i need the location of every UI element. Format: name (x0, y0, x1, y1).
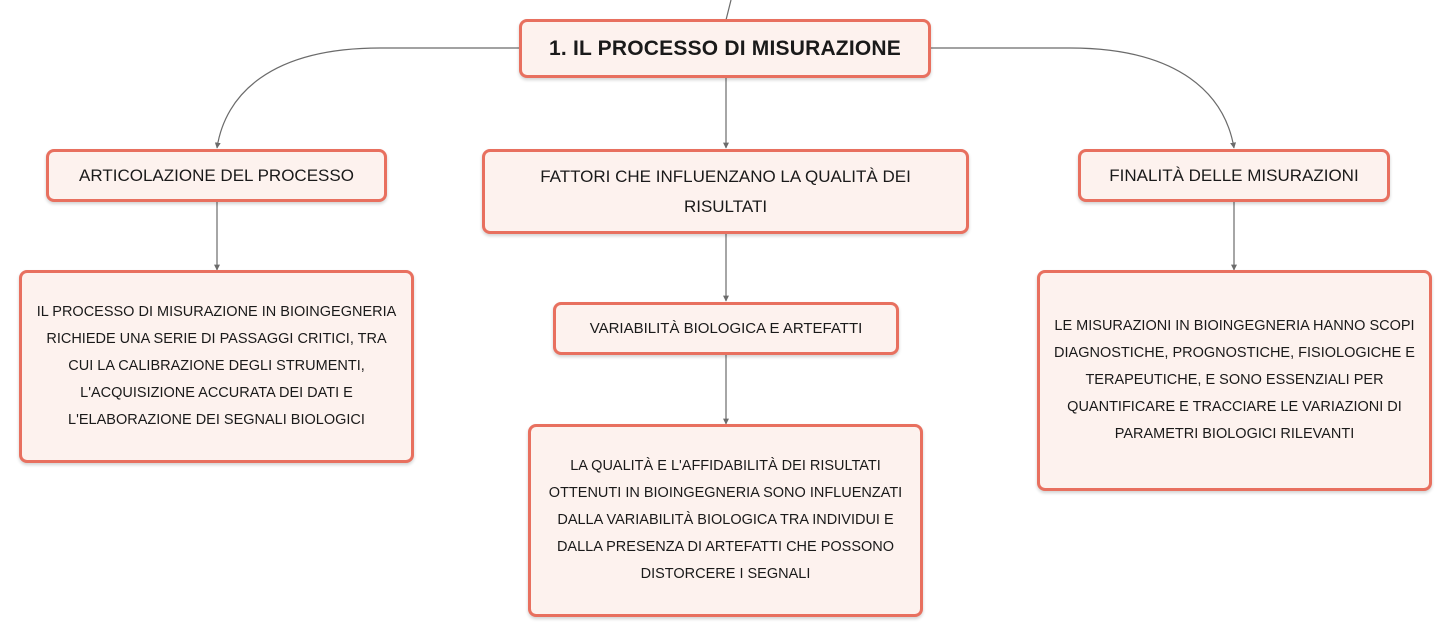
articolazione-detail-text: IL PROCESSO DI MISURAZIONE IN BIOINGEGNERIA RICHIEDE UNA SERIE DI PASSAGGI CRITICI, TRA CUI LA CALIBRAZIONE DEGLI STRUMENTI, L'ACQUISIZIONE ACCURATA DEI DATI E L'ELABORAZIONE DEI SEGNALI BIOLOGICI (36, 304, 397, 428)
root-node[interactable] (519, 19, 931, 78)
branch-finalita-node[interactable] (1078, 149, 1390, 202)
branch-articolazione-node[interactable] (46, 149, 387, 202)
branch-finalita-label: FINALITÀ DELLE MISURAZIONI (1109, 165, 1359, 185)
branch-fattori-node[interactable] (482, 149, 969, 234)
variabilita-detail-node[interactable] (528, 424, 923, 617)
branch-fattori-label: FATTORI CHE INFLUENZANO LA QUALITÀ DEI RISULTATI (540, 166, 911, 216)
connector-root-to-finalita (931, 48, 1234, 148)
connector-root-to-articolazione (217, 48, 519, 148)
branch-articolazione-label: ARTICOLAZIONE DEL PROCESSO (79, 165, 354, 185)
finalita-detail-node[interactable] (1037, 270, 1432, 491)
variabilita-label: VARIABILITÀ BIOLOGICA E ARTEFATTI (589, 320, 863, 337)
articolazione-detail-node[interactable] (19, 270, 414, 463)
root-node-label: 1. IL PROCESSO DI MISURAZIONE (549, 36, 901, 60)
variabilita-node[interactable] (553, 302, 899, 355)
variabilita-detail-text: LA QUALITÀ E L'AFFIDABILITÀ DEI RISULTATI OTTENUTI IN BIOINGEGNERIA SONO INFLUENZATI DALLA VARIABILITÀ BIOLOGICA TRA INDIVIDUI E DALLA PRESENZA DI ARTEFATTI CHE POSSONO DISTORCERE I SEGNALI (548, 458, 903, 582)
finalita-detail-text: LE MISURAZIONI IN BIOINGEGNERIA HANNO SCOPI DIAGNOSTICHE, PROGNOSTICHE, FISIOLOGICHE E TERAPEUTICHE, E SONO ESSENZIALI PER QUANTIFICARE E TRACCIARE LE VARIAZIONI DI PARAMETRI BIOLOGICI RILEVANTI (1054, 318, 1415, 442)
connector-parent-to-root (726, 0, 731, 20)
